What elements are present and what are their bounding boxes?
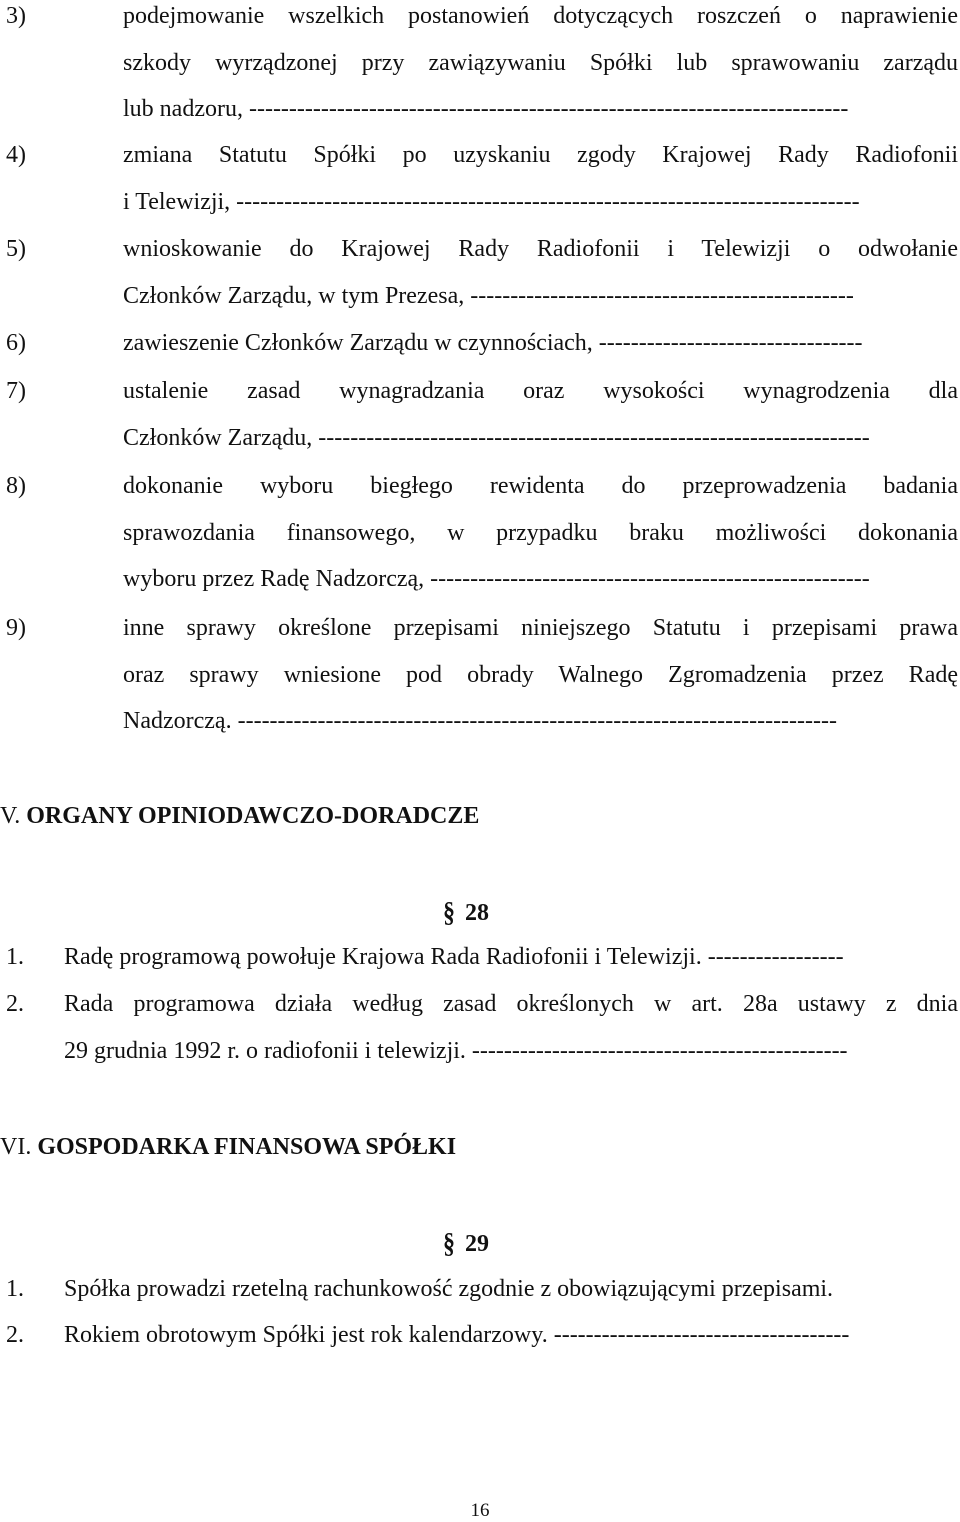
list-item-line: ustalenie zasad wynagradzania oraz wysokości wynagrodzenia dla bbox=[123, 379, 958, 404]
list-item-line: i Telewizji, ------------------------------------------------------------------------------ bbox=[123, 189, 860, 215]
section-roman-numeral: VI. bbox=[0, 1134, 32, 1160]
list-item-number: 9) bbox=[6, 615, 26, 641]
section-roman-numeral: V. bbox=[0, 803, 21, 829]
section-heading-vi bbox=[0, 1134, 456, 1161]
list-item-number: 5) bbox=[6, 236, 26, 262]
page-number: 16 bbox=[470, 1500, 490, 1521]
point-line: Spółka prowadzi rzetelną rachunkowość zgodnie z obowiązującymi przepisami. bbox=[64, 1277, 834, 1302]
list-item-line: lub nadzoru, --------------------------------------------------------------------------- bbox=[123, 97, 849, 122]
list-item-line: dokonanie wyboru biegłego rewidenta do przeprowadzenia badania bbox=[123, 474, 958, 499]
section-title: ORGANY OPINIODAWCZO-DORADCZE bbox=[26, 803, 480, 829]
paragraph-number: 28 bbox=[465, 900, 489, 926]
point-line: Rada programowa działa według zasad określonych w art. 28a ustawy z dnia bbox=[64, 992, 958, 1017]
list-item-number: 6) bbox=[6, 330, 26, 356]
list-item-line: Członków Zarządu, w tym Prezesa, ------------------------------------------------ bbox=[123, 283, 854, 309]
point-number: 1. bbox=[6, 944, 24, 970]
list-item-line: szkody wyrządzonej przy zawiązywaniu Spółki lub sprawowaniu zarządu bbox=[123, 50, 958, 76]
list-item-line: podejmowanie wszelkich postanowień dotyczących roszczeń o naprawienie bbox=[123, 4, 958, 29]
list-item-line: oraz sprawy wniesione pod obrady Walnego Zgromadzenia przez Radę bbox=[123, 662, 958, 688]
paragraph-number-29 bbox=[443, 1228, 489, 1260]
list-item-line: sprawozdania finansowego, w przypadku braku możliwości dokonania bbox=[123, 520, 958, 546]
point-line: 29 grudnia 1992 r. o radiofonii i telewizji. ----------------------------------------------- bbox=[64, 1038, 848, 1064]
list-item-line: Członków Zarządu, --------------------------------------------------------------------- bbox=[123, 425, 870, 451]
point-number: 1. bbox=[6, 1276, 24, 1302]
point-number: 2. bbox=[6, 991, 24, 1017]
list-item-number: 3) bbox=[6, 3, 26, 29]
point-line: Radę programową powołuje Krajowa Rada Radiofonii i Telewizji. ----------------- bbox=[64, 945, 844, 970]
paragraph-number-28 bbox=[443, 897, 489, 929]
list-item-number: 7) bbox=[6, 378, 26, 404]
list-item-line: wyboru przez Radę Nadzorczą, ------------------------------------------------------- bbox=[123, 567, 870, 592]
section-heading-v bbox=[0, 803, 479, 830]
list-item-line: inne sprawy określone przepisami niniejszego Statutu i przepisami prawa bbox=[123, 616, 958, 641]
section-title: GOSPODARKA FINANSOWA SPÓŁKI bbox=[37, 1134, 457, 1160]
point-line: Rokiem obrotowym Spółki jest rok kalendarzowy. ------------------------------------- bbox=[64, 1323, 850, 1348]
list-item-number: 8) bbox=[6, 473, 26, 499]
point-number: 2. bbox=[6, 1322, 24, 1348]
list-item-line: Nadzorczą. --------------------------------------------------------------------------- bbox=[123, 709, 837, 734]
list-item-number: 4) bbox=[6, 142, 26, 168]
list-item-line: wnioskowanie do Krajowej Rady Radiofonii i Telewizji o odwołanie bbox=[123, 237, 958, 262]
section-sign-icon: § bbox=[443, 897, 455, 929]
list-item-line: zawieszenie Członków Zarządu w czynnościach, --------------------------------- bbox=[123, 331, 863, 356]
list-item-line: zmiana Statutu Spółki po uzyskaniu zgody Krajowej Rady Radiofonii bbox=[123, 143, 958, 168]
paragraph-number: 29 bbox=[465, 1231, 489, 1257]
section-sign-icon: § bbox=[443, 1228, 455, 1260]
